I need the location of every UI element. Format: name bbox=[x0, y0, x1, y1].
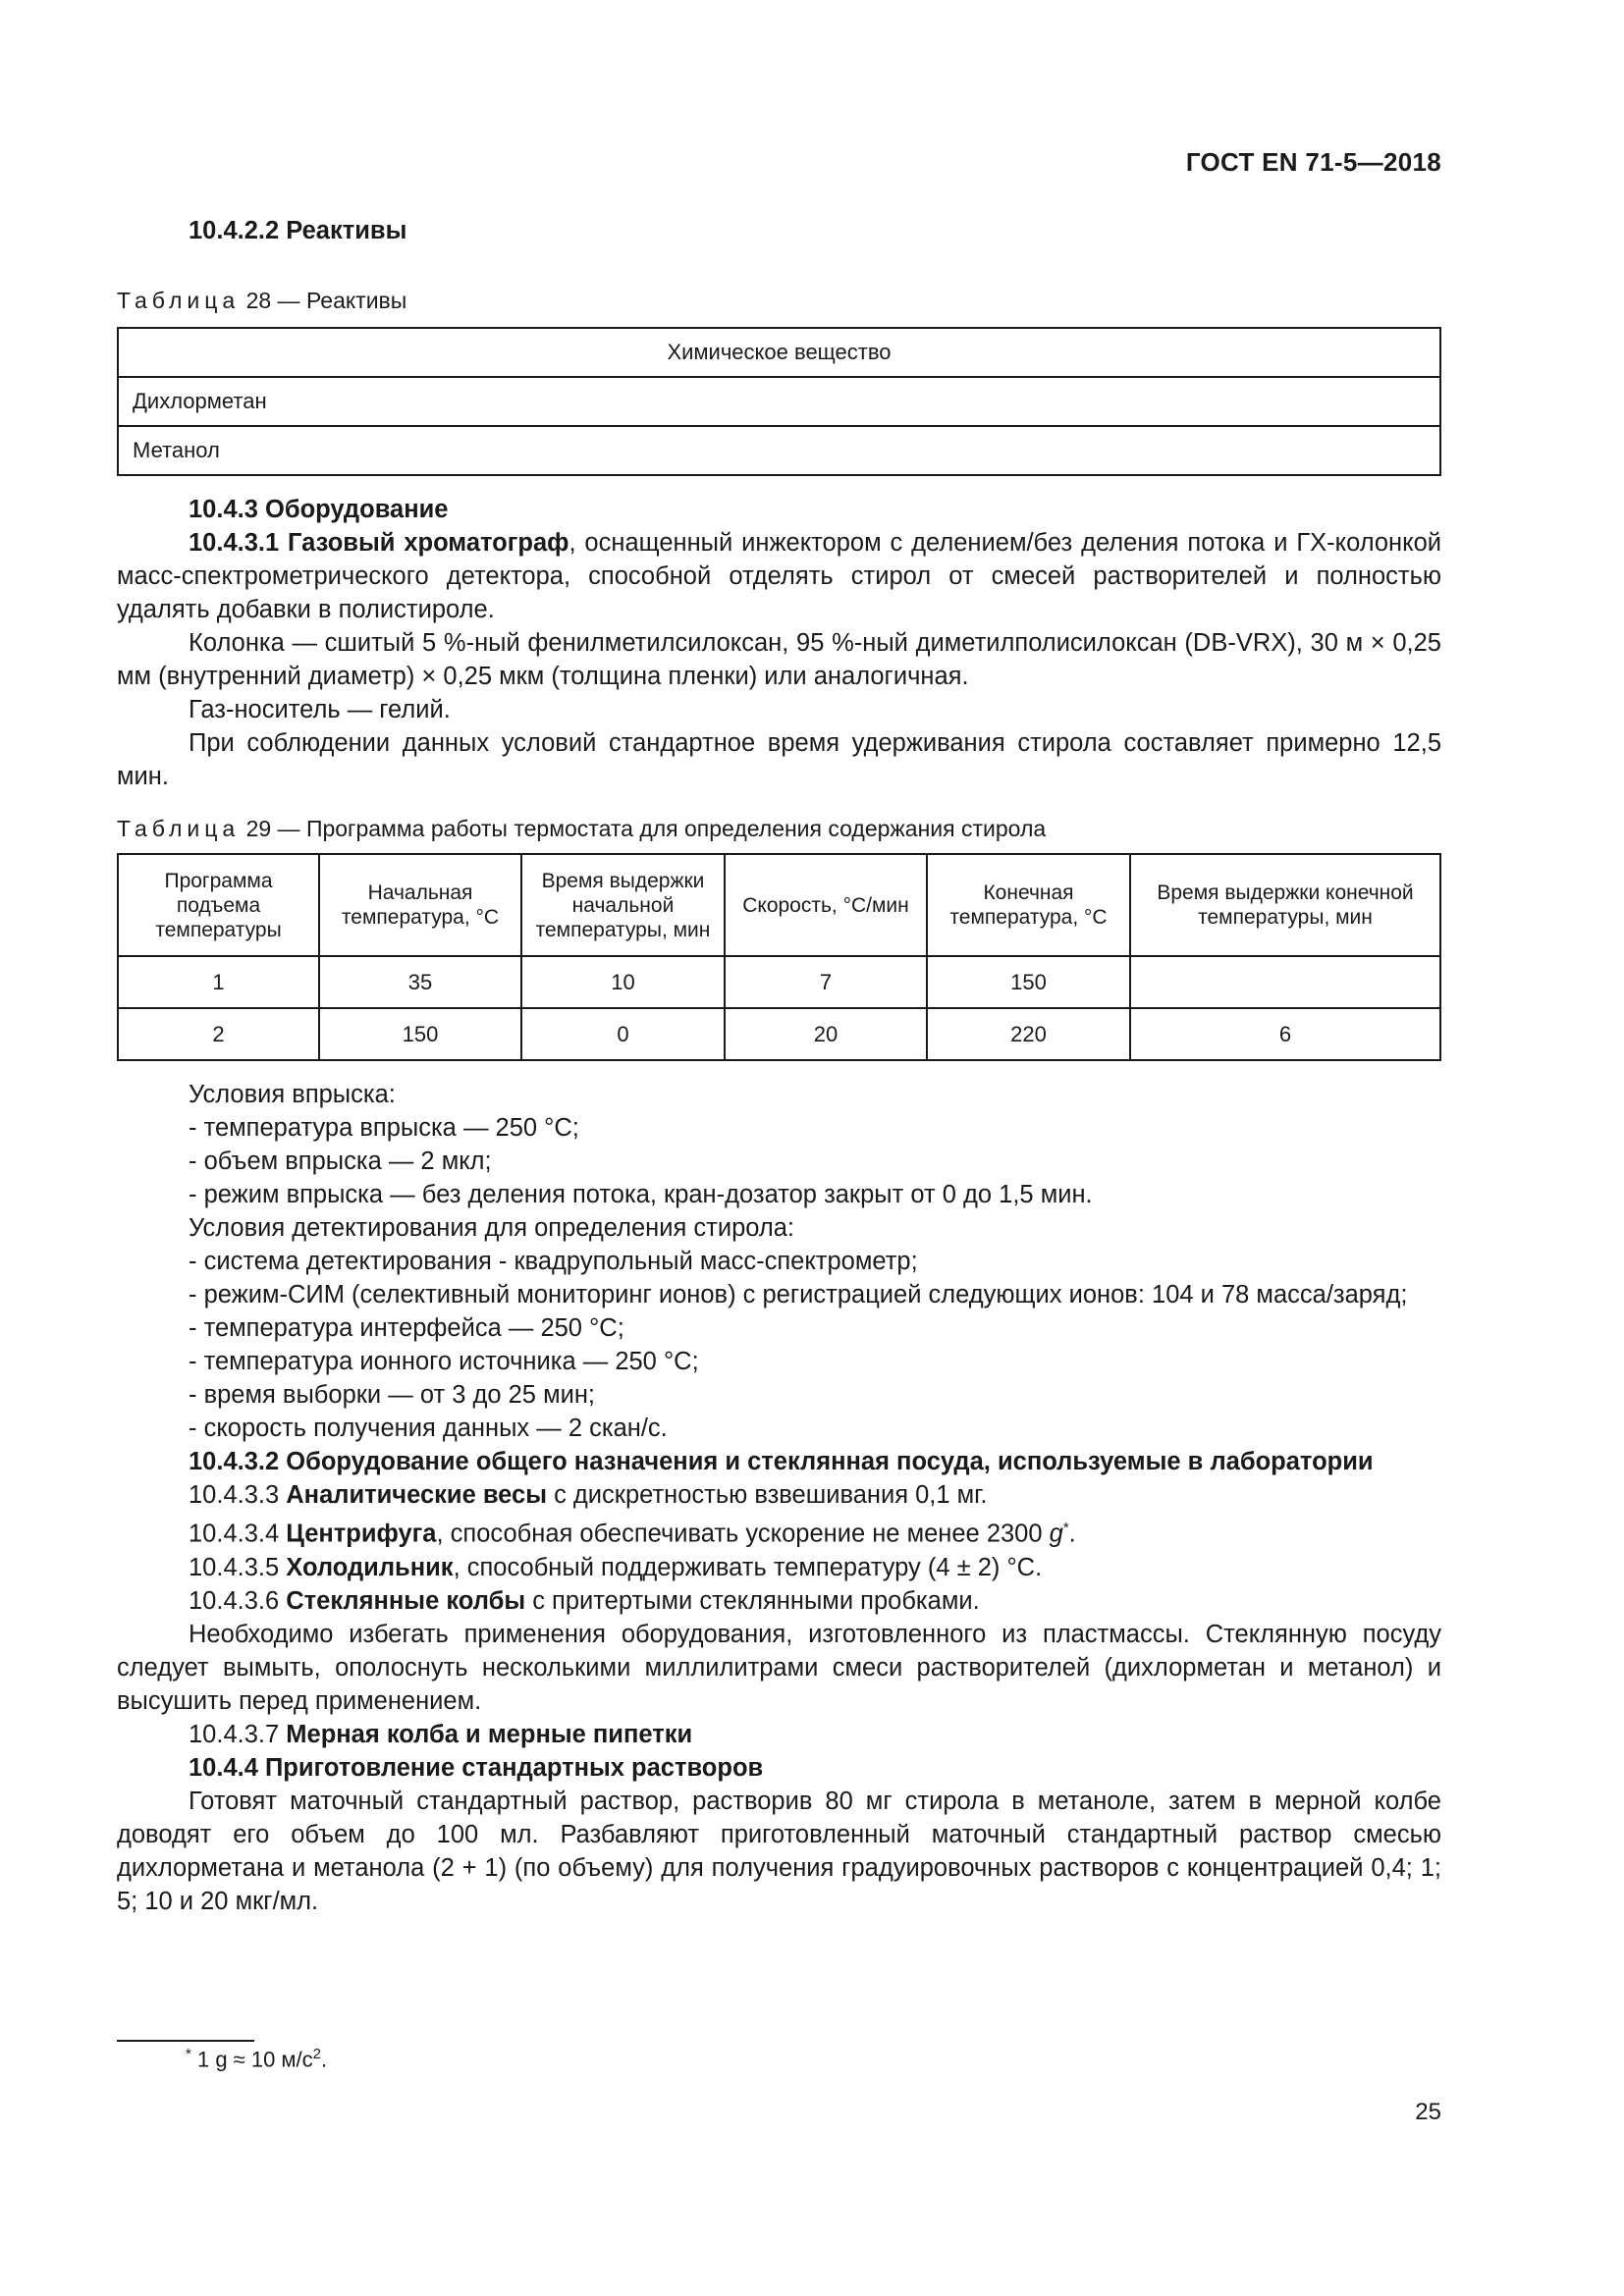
paragraph-10-4-3-1 bbox=[117, 526, 1441, 626]
table-cell: 220 bbox=[927, 1008, 1130, 1060]
footnote-marker: * bbox=[1062, 1520, 1069, 1536]
standard-designation: ГОСТ EN 71-5—2018 bbox=[1185, 147, 1441, 177]
paragraph-text: с притертыми стеклянными пробками. bbox=[532, 1586, 980, 1615]
section-heading-10-4-3-2: 10.4.3.2 Оборудование общего назначения и стеклянная посуда, используемые в лаборатории bbox=[189, 1448, 1374, 1475]
paragraph-text: , способная обеспечивать ускорение не менее 2300 bbox=[436, 1520, 1043, 1548]
table-row bbox=[118, 377, 1440, 426]
caption-text: 29 — Программа работы термостата для определения содержания стирола bbox=[245, 816, 1047, 841]
table-cell: 20 bbox=[725, 1008, 927, 1060]
term-centrifuge: Центрифуга bbox=[286, 1520, 437, 1548]
table-29-caption bbox=[117, 812, 1441, 845]
section-heading-10-4-3: 10.4.3 Оборудование bbox=[189, 496, 449, 523]
clause-number: 10.4.3.3 bbox=[189, 1481, 280, 1509]
table-cell: 0 bbox=[521, 1008, 725, 1060]
table-cell: Метанол bbox=[118, 426, 1440, 475]
table-cell: 35 bbox=[319, 956, 521, 1008]
list-item: - объем впрыска — 2 мкл; bbox=[189, 1148, 492, 1175]
term-volumetric-flask: Мерная колба и мерные пипетки bbox=[286, 1720, 693, 1748]
list-item: - скорость получения данных — 2 скан/с. bbox=[189, 1415, 668, 1442]
clause-number: 10.4.3.5 bbox=[189, 1553, 280, 1581]
paragraph-10-4-3-6 bbox=[117, 1584, 1441, 1618]
paragraph-10-4-3-3 bbox=[117, 1478, 1441, 1512]
table-cell: 2 bbox=[118, 1008, 319, 1060]
footnote-marker: * bbox=[186, 2046, 191, 2062]
table-row bbox=[118, 426, 1440, 475]
term-glass-flasks: Стеклянные колбы bbox=[286, 1586, 526, 1615]
table-header-row bbox=[118, 328, 1440, 377]
injection-title: Условия впрыска: bbox=[189, 1081, 396, 1108]
table-header-cell: Химическое вещество bbox=[118, 328, 1440, 377]
footnote-sup: 2 bbox=[312, 2046, 322, 2062]
caption-word: Таблица bbox=[117, 288, 241, 313]
table-28-caption bbox=[117, 284, 1441, 317]
term-refrigerator: Холодильник bbox=[286, 1553, 454, 1581]
list-item: - режим-СИМ (селективный мониторинг ионов) с регистрацией следующих ионов: 104 и 78 масса/заряд; bbox=[189, 1281, 1408, 1308]
term-gas-chromatograph: 10.4.3.1 Газовый хроматограф bbox=[189, 529, 569, 557]
caption-word: Таблица bbox=[117, 816, 241, 841]
unit-g: g bbox=[1049, 1520, 1063, 1548]
table-cell: 150 bbox=[927, 956, 1130, 1008]
paragraph-text: , оснащенный инжектором с делением/без деления потока и ГХ-колонкой масс-спектрометрического детектора, способной отделять стирол от смесей растворителей и полностью удалять добавки в полистироле. bbox=[117, 529, 1442, 623]
paragraph-column: Колонка — сшитый 5 %-ный фенилметилсилоксан, 95 %-ный диметилполисилоксан (DB-VRX), 30 м × 0,25 мм (внутренний диаметр) × 0,25 мкм (толщина пленки) или аналогичная. bbox=[117, 629, 1441, 690]
list-item: - время выборки — от 3 до 25 мин; bbox=[189, 1381, 596, 1409]
paragraph-end: . bbox=[1068, 1520, 1076, 1548]
table-header-row bbox=[118, 854, 1440, 956]
section-heading-10-4-4: 10.4.4 Приготовление стандартных растворов bbox=[189, 1753, 764, 1782]
footnote bbox=[186, 2046, 327, 2072]
clause-number: 10.4.3.4 bbox=[189, 1520, 280, 1548]
table-cell: 6 bbox=[1130, 1008, 1440, 1060]
footnote-text: 1 g ≈ 10 м/с bbox=[196, 2047, 313, 2072]
table-cell: Дихлорметан bbox=[118, 377, 1440, 426]
footnote-separator bbox=[117, 2040, 254, 2042]
table-row bbox=[118, 956, 1440, 1008]
table-cell bbox=[1130, 956, 1440, 1008]
list-item: - система детектирования - квадрупольный масс-спектрометр; bbox=[189, 1248, 918, 1275]
list-item: - температура впрыска — 250 °C; bbox=[189, 1114, 579, 1142]
table-header-cell: Время выдержки конечной температуры, мин bbox=[1130, 854, 1440, 956]
table-cell: 10 bbox=[521, 956, 725, 1008]
page-number: 25 bbox=[1415, 2099, 1441, 2125]
paragraph-10-4-3-5 bbox=[117, 1551, 1441, 1584]
paragraph-glassware-note: Необходимо избегать применения оборудования, изготовленного из пластмассы. Стеклянную посуду следует вымыть, ополоснуть несколькими миллилитрами смеси растворителей (дихлорметан и метанол) и высушить перед применением. bbox=[117, 1620, 1441, 1715]
table-28 bbox=[117, 327, 1441, 476]
paragraph-10-4-4: Готовят маточный стандартный раствор, растворив 80 мг стирола в метаноле, затем в мерной колбе доводят его объем до 100 мл. Разбавляют приготовленный маточный стандартный раствор смесью дихлорметана и метанола (2 + 1) (по объему) для получения градуировочных растворов с концентрацией 0,4; 1; 5; 10 и 20 мкг/мл. bbox=[117, 1787, 1441, 1915]
list-item: - температура интерфейса — 250 °C; bbox=[189, 1314, 624, 1342]
term-balance: Аналитические весы bbox=[286, 1481, 547, 1509]
table-29 bbox=[117, 853, 1441, 1061]
section-heading-10-4-2-2: 10.4.2.2 Реактивы bbox=[189, 217, 407, 244]
table-header-cell: Время выдержки начальной температуры, мин bbox=[521, 854, 725, 956]
paragraph-10-4-3-4 bbox=[117, 1512, 1441, 1551]
section-10-4-3 bbox=[117, 493, 1441, 793]
table-header-cell: Программа подъема температуры bbox=[118, 854, 319, 956]
clause-number: 10.4.3.6 bbox=[189, 1586, 280, 1615]
table-cell: 7 bbox=[725, 956, 927, 1008]
caption-text: 28 — Реактивы bbox=[245, 288, 407, 313]
paragraph-retention-time: При соблюдении данных условий стандартное время удерживания стирола составляет примерно 12,5 мин. bbox=[117, 729, 1441, 790]
paragraph-text: , способный поддерживать температуру (4 ± 2) °C. bbox=[453, 1553, 1043, 1581]
table-cell: 1 bbox=[118, 956, 319, 1008]
detection-title: Условия детектирования для определения стирола: bbox=[189, 1214, 795, 1242]
paragraph-text: с дискретностью взвешивания 0,1 мг. bbox=[554, 1481, 988, 1509]
conditions-block bbox=[117, 1078, 1441, 1918]
table-header-cell: Скорость, °C/мин bbox=[725, 854, 927, 956]
table-row bbox=[118, 1008, 1440, 1060]
paragraph-10-4-3-7 bbox=[117, 1718, 1441, 1751]
table-cell: 150 bbox=[319, 1008, 521, 1060]
paragraph-carrier-gas: Газ-носитель — гелий. bbox=[189, 696, 451, 723]
footnote-end: . bbox=[321, 2047, 328, 2072]
clause-number: 10.4.3.7 bbox=[189, 1720, 280, 1748]
table-header-cell: Начальная температура, °C bbox=[319, 854, 521, 956]
table-header-cell: Конечная температура, °C bbox=[927, 854, 1130, 956]
list-item: - температура ионного источника — 250 °C; bbox=[189, 1348, 699, 1375]
list-item: - режим впрыска — без деления потока, кран-дозатор закрыт от 0 до 1,5 мин. bbox=[189, 1181, 1093, 1208]
